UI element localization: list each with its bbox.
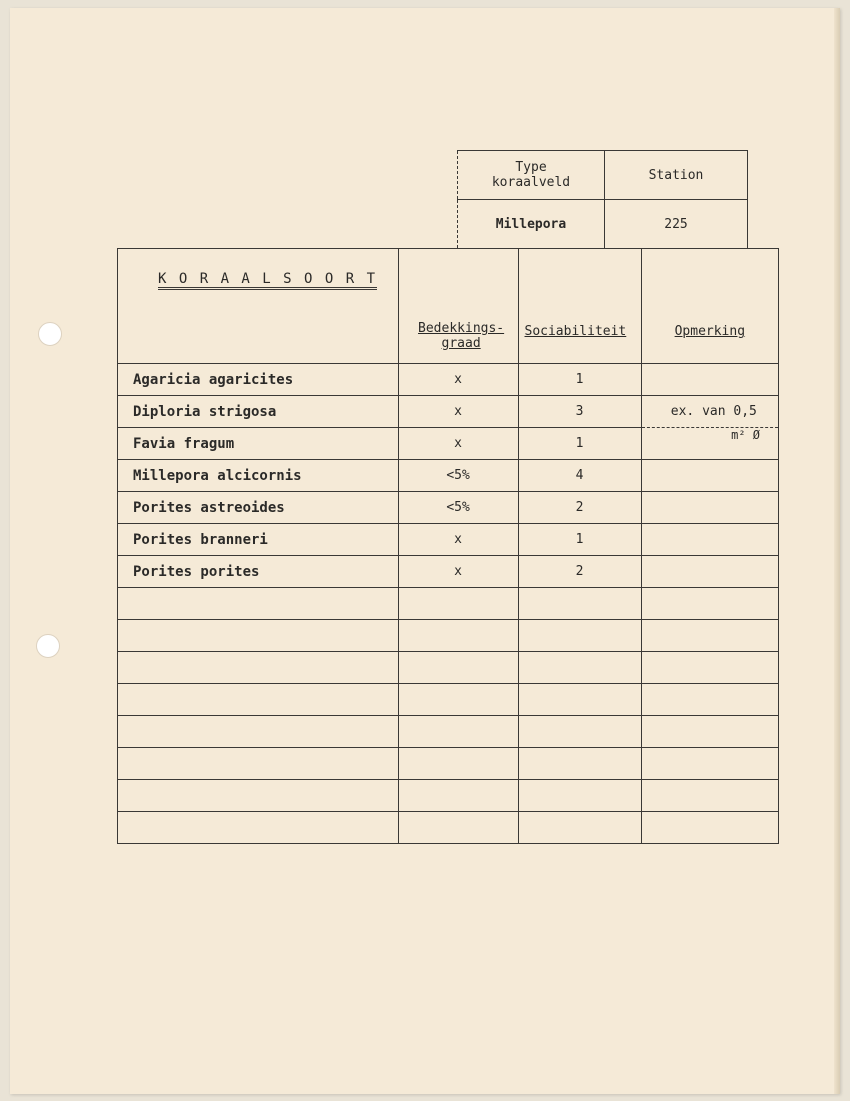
remark-cell	[641, 524, 778, 556]
empty-cell	[398, 780, 518, 812]
empty-row	[118, 652, 779, 684]
koraalveld-label: koraalveld	[491, 175, 571, 190]
empty-cell	[641, 684, 778, 716]
coverage-cell: x	[398, 364, 518, 396]
koraalsoort-label: K O R A A L S O O R T	[158, 271, 377, 290]
empty-cell	[398, 588, 518, 620]
opmerking-header	[641, 249, 778, 364]
remark-cell	[641, 492, 778, 524]
empty-cell	[641, 588, 778, 620]
empty-row	[118, 620, 779, 652]
remark-cell: ex. van 0,5	[641, 396, 778, 428]
empty-cell	[118, 652, 399, 684]
sociability-cell: 3	[518, 396, 641, 428]
coral-species-table	[117, 248, 779, 844]
empty-cell	[518, 716, 641, 748]
empty-row	[118, 780, 779, 812]
sociability-cell: 2	[518, 492, 641, 524]
header-table	[457, 150, 748, 249]
empty-cell	[118, 684, 399, 716]
empty-cell	[518, 780, 641, 812]
remark-cell: m² Ø	[641, 428, 778, 460]
empty-cell	[398, 716, 518, 748]
sociability-cell: 4	[518, 460, 641, 492]
species-cell: Agaricia agaricites	[118, 364, 399, 396]
empty-cell	[641, 652, 778, 684]
punch-hole-bottom	[36, 634, 60, 658]
empty-row	[118, 588, 779, 620]
empty-cell	[118, 716, 399, 748]
coverage-cell: x	[398, 428, 518, 460]
species-cell: Porites branneri	[118, 524, 399, 556]
coverage-cell: x	[398, 524, 518, 556]
species-cell: Millepora alcicornis	[118, 460, 399, 492]
empty-cell	[118, 812, 399, 844]
empty-cell	[518, 684, 641, 716]
empty-cell	[641, 780, 778, 812]
species-cell: Porites astreoides	[118, 492, 399, 524]
empty-row	[118, 812, 779, 844]
remark-cell	[641, 364, 778, 396]
koraalsoort-header	[118, 249, 399, 364]
sociability-cell: 1	[518, 364, 641, 396]
coverage-cell: <5%	[398, 492, 518, 524]
station-value: 225	[605, 200, 748, 249]
sociabiliteit-label: Sociabiliteit	[524, 324, 627, 339]
empty-cell	[518, 748, 641, 780]
empty-cell	[398, 812, 518, 844]
empty-cell	[518, 812, 641, 844]
empty-cell	[118, 780, 399, 812]
main-header-row	[118, 249, 779, 364]
table-row	[118, 428, 779, 460]
empty-row	[118, 716, 779, 748]
table-row	[118, 460, 779, 492]
species-cell: Diploria strigosa	[118, 396, 399, 428]
sociability-cell: 2	[518, 556, 641, 588]
punch-hole-top	[38, 322, 62, 346]
type-label: Type	[515, 160, 547, 175]
empty-cell	[398, 684, 518, 716]
sociability-cell: 1	[518, 524, 641, 556]
table-row	[118, 524, 779, 556]
table-row	[118, 492, 779, 524]
remark-cell	[641, 556, 778, 588]
remark-cell	[641, 460, 778, 492]
empty-cell	[518, 652, 641, 684]
empty-cell	[398, 748, 518, 780]
graad-label: graad	[441, 336, 481, 351]
empty-cell	[118, 748, 399, 780]
sociability-cell: 1	[518, 428, 641, 460]
opmerking-label: Opmerking	[674, 324, 746, 339]
bedekkings-label: Bedekkings-	[418, 321, 505, 336]
empty-cell	[641, 812, 778, 844]
paper-edge	[834, 8, 840, 1094]
sociabiliteit-header	[518, 249, 641, 364]
coverage-cell: x	[398, 396, 518, 428]
coverage-cell: <5%	[398, 460, 518, 492]
empty-cell	[118, 620, 399, 652]
species-cell: Favia fragum	[118, 428, 399, 460]
type-koraalveld-header	[458, 151, 605, 200]
empty-cell	[641, 716, 778, 748]
empty-row	[118, 748, 779, 780]
empty-cell	[518, 588, 641, 620]
table-row	[118, 364, 779, 396]
table-row	[118, 556, 779, 588]
empty-cell	[518, 620, 641, 652]
coverage-cell: x	[398, 556, 518, 588]
header-table-value-row	[458, 200, 748, 249]
header-table-header-row	[458, 151, 748, 200]
empty-cell	[641, 748, 778, 780]
table-row	[118, 396, 779, 428]
empty-row	[118, 684, 779, 716]
empty-cell	[118, 588, 399, 620]
empty-cell	[398, 620, 518, 652]
station-header: Station	[605, 151, 748, 200]
empty-cell	[398, 652, 518, 684]
type-value: Millepora	[458, 200, 605, 249]
bedekkingsgraad-header	[398, 249, 518, 364]
empty-cell	[641, 620, 778, 652]
species-cell: Porites porites	[118, 556, 399, 588]
